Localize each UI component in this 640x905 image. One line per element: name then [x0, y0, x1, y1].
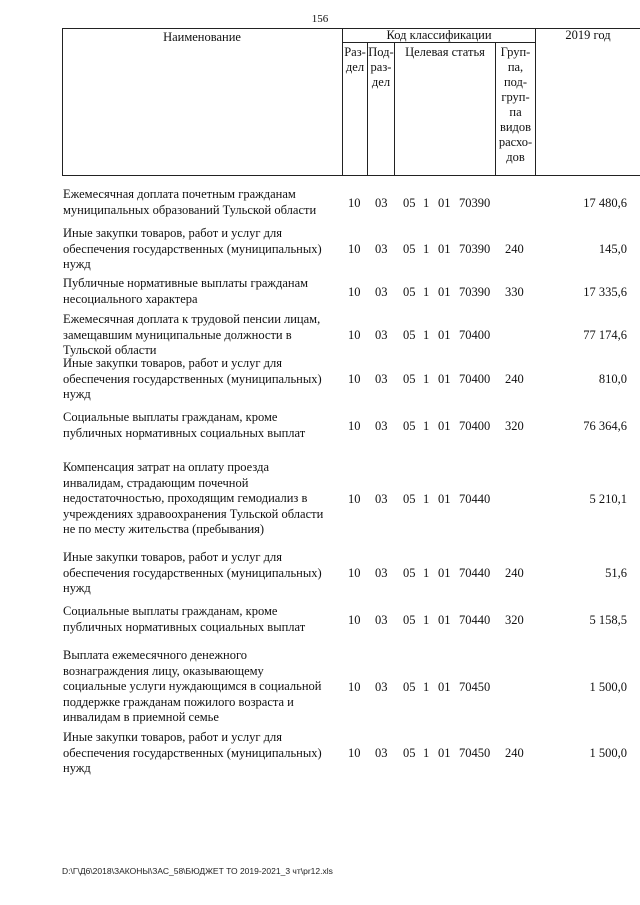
- code-t3: 01: [438, 746, 451, 761]
- row-name-line: Тульской области: [63, 343, 157, 357]
- code-t4: 70440: [459, 612, 491, 627]
- row-name-line: Ежемесячная доплата почетным гражданам: [63, 187, 296, 201]
- header-name: Наименование: [163, 30, 241, 44]
- code-t3: 01: [438, 679, 451, 694]
- row-name-line: Социальные выплаты гражданам, кроме: [63, 410, 278, 424]
- code-t3: 01: [438, 242, 451, 257]
- table-header: [62, 28, 640, 176]
- amount: 1 500,0: [589, 679, 627, 694]
- code-t2: 1: [423, 612, 430, 627]
- code-t2: 1: [423, 418, 430, 433]
- page-number: 156: [311, 13, 329, 25]
- code-t4: 70450: [459, 746, 491, 761]
- code-t2: 1: [423, 195, 430, 210]
- header-group: Груп- па, под- груп- па видов расхо- дов: [498, 45, 533, 164]
- code-t3: 01: [438, 418, 451, 433]
- code-t3: 01: [438, 566, 451, 581]
- code-rz: 10: [348, 491, 361, 506]
- code-rz: 10: [348, 284, 361, 299]
- code-pr: 03: [375, 679, 388, 694]
- header-classification: Код классификации: [386, 28, 492, 42]
- row-name-line: обеспечения государственных (муниципальных): [63, 565, 322, 580]
- code-t2: 1: [423, 491, 430, 506]
- code-vr: 240: [505, 372, 524, 387]
- row-name: [63, 356, 343, 403]
- row-name: [63, 187, 343, 218]
- amount: 1 500,0: [589, 746, 627, 761]
- row-name: [63, 604, 343, 635]
- row-name: [63, 550, 343, 597]
- amount: 5 158,5: [589, 612, 627, 627]
- code-rz: 10: [348, 195, 361, 210]
- code-t3: 01: [438, 372, 451, 387]
- code-pr: 03: [375, 746, 388, 761]
- row-name-line: обеспечения государственных (муниципальных): [63, 371, 322, 386]
- row-name-line: Иные закупки товаров, работ и услуг для: [63, 730, 283, 744]
- code-t2: 1: [423, 328, 430, 343]
- code-t4: 70400: [459, 372, 491, 387]
- row-name-line: нужд: [63, 761, 91, 775]
- code-t3: 01: [438, 328, 451, 343]
- code-vr: 240: [505, 566, 524, 581]
- code-vr: 240: [505, 746, 524, 761]
- row-name-line: поддержке гражданам пожилого возраста и: [63, 694, 294, 709]
- code-vr: 240: [505, 242, 524, 257]
- code-t2: 1: [423, 242, 430, 257]
- code-t3: 01: [438, 491, 451, 506]
- code-rz: 10: [348, 612, 361, 627]
- code-t1: 05: [403, 566, 416, 581]
- code-t4: 70390: [459, 195, 491, 210]
- code-pr: 03: [375, 242, 388, 257]
- row-name-line: обеспечения государственных (муниципальных): [63, 745, 322, 760]
- header-razdel: Раз- дел: [344, 45, 366, 74]
- code-pr: 03: [375, 418, 388, 433]
- row-name-line: нужд: [63, 581, 91, 595]
- code-t3: 01: [438, 612, 451, 627]
- code-t4: 70400: [459, 418, 491, 433]
- row-name-line: вознаграждения лицу, оказывающему: [63, 663, 264, 678]
- code-rz: 10: [348, 328, 361, 343]
- row-name-line: социальные услуги нуждающимся в социальной: [63, 679, 322, 693]
- code-t1: 05: [403, 372, 416, 387]
- row-name-line: Компенсация затрат на оплату проезда: [63, 460, 270, 474]
- code-t1: 05: [403, 746, 416, 761]
- code-pr: 03: [375, 566, 388, 581]
- code-pr: 03: [375, 328, 388, 343]
- code-t2: 1: [423, 679, 430, 694]
- code-t4: 70450: [459, 679, 491, 694]
- code-t1: 05: [403, 328, 416, 343]
- code-t1: 05: [403, 679, 416, 694]
- code-t1: 05: [403, 491, 416, 506]
- amount: 17 335,6: [583, 284, 627, 299]
- row-name: [63, 276, 343, 307]
- row-name-line: Ежемесячная доплата к трудовой пенсии лицам,: [63, 312, 321, 326]
- row-name-line: учреждениях здравоохранения Тульской области: [63, 506, 324, 521]
- code-t2: 1: [423, 746, 430, 761]
- code-t4: 70440: [459, 566, 491, 581]
- row-name-line: Иные закупки товаров, работ и услуг для: [63, 550, 283, 564]
- code-t1: 05: [403, 242, 416, 257]
- header-year: 2019 год: [565, 28, 611, 42]
- code-t4: 70440: [459, 491, 491, 506]
- code-pr: 03: [375, 284, 388, 299]
- row-name-line: Выплата ежемесячного денежного: [63, 648, 248, 662]
- amount: 810,0: [598, 372, 627, 387]
- row-name-line: муниципальных образований Тульской области: [63, 202, 317, 217]
- code-pr: 03: [375, 491, 388, 506]
- row-name-line: Социальные выплаты гражданам, кроме: [63, 604, 278, 618]
- code-t3: 01: [438, 284, 451, 299]
- amount: 77 174,6: [583, 328, 627, 343]
- row-name: [63, 648, 343, 726]
- code-rz: 10: [348, 372, 361, 387]
- row-name-line: инвалидам, страдающим почечной: [63, 475, 249, 490]
- header-target: Целевая статья: [405, 45, 485, 59]
- code-rz: 10: [348, 566, 361, 581]
- row-name-line: Иные закупки товаров, работ и услуг для: [63, 226, 283, 240]
- row-name-line: не по месту жительства (пребывания): [63, 522, 265, 536]
- row-name: [63, 410, 343, 441]
- code-t2: 1: [423, 566, 430, 581]
- code-vr: 330: [505, 284, 524, 299]
- code-vr: 320: [505, 612, 524, 627]
- code-rz: 10: [348, 679, 361, 694]
- code-rz: 10: [348, 242, 361, 257]
- code-t2: 1: [423, 284, 430, 299]
- code-t4: 70390: [459, 284, 491, 299]
- code-rz: 10: [348, 746, 361, 761]
- row-name-line: публичных нормативных социальных выплат: [63, 425, 306, 440]
- code-t4: 70390: [459, 242, 491, 257]
- code-t1: 05: [403, 418, 416, 433]
- code-t1: 05: [403, 195, 416, 210]
- amount: 51,6: [605, 566, 627, 581]
- footer-file-path: D:\Г\Д6\2018\ЗАКОНЫ\ЗАС_58\БЮДЖЕТ ТО 2019-2021_3 чт\pr12.xls: [62, 866, 333, 876]
- code-rz: 10: [348, 418, 361, 433]
- row-name-line: обеспечения государственных (муниципальных): [63, 241, 322, 256]
- row-name-line: нужд: [63, 257, 91, 271]
- code-t1: 05: [403, 612, 416, 627]
- code-pr: 03: [375, 195, 388, 210]
- code-t1: 05: [403, 284, 416, 299]
- row-name-line: Публичные нормативные выплаты гражданам: [63, 276, 309, 290]
- row-name-line: нужд: [63, 387, 91, 401]
- code-t4: 70400: [459, 328, 491, 343]
- row-name-line: инвалидам в приемной семье: [63, 710, 219, 724]
- code-pr: 03: [375, 612, 388, 627]
- row-name: [63, 226, 343, 273]
- row-name-line: публичных нормативных социальных выплат: [63, 619, 306, 634]
- amount: 76 364,6: [583, 418, 627, 433]
- code-vr: 320: [505, 418, 524, 433]
- amount: 17 480,6: [583, 195, 627, 210]
- row-name: [63, 460, 343, 538]
- row-name-line: Иные закупки товаров, работ и услуг для: [63, 356, 283, 370]
- header-podrazdel: Под- раз- дел: [368, 45, 394, 89]
- amount: 145,0: [598, 242, 627, 257]
- row-name: [63, 730, 343, 777]
- row-name-line: замещавшим муниципальные должности в: [63, 327, 292, 342]
- row-name-line: несоциального характера: [63, 291, 198, 306]
- row-name-line: недостаточностью, проходящим гемодиализ в: [63, 491, 308, 505]
- code-pr: 03: [375, 372, 388, 387]
- code-t2: 1: [423, 372, 430, 387]
- amount: 5 210,1: [589, 491, 627, 506]
- code-t3: 01: [438, 195, 451, 210]
- row-name: [63, 312, 343, 359]
